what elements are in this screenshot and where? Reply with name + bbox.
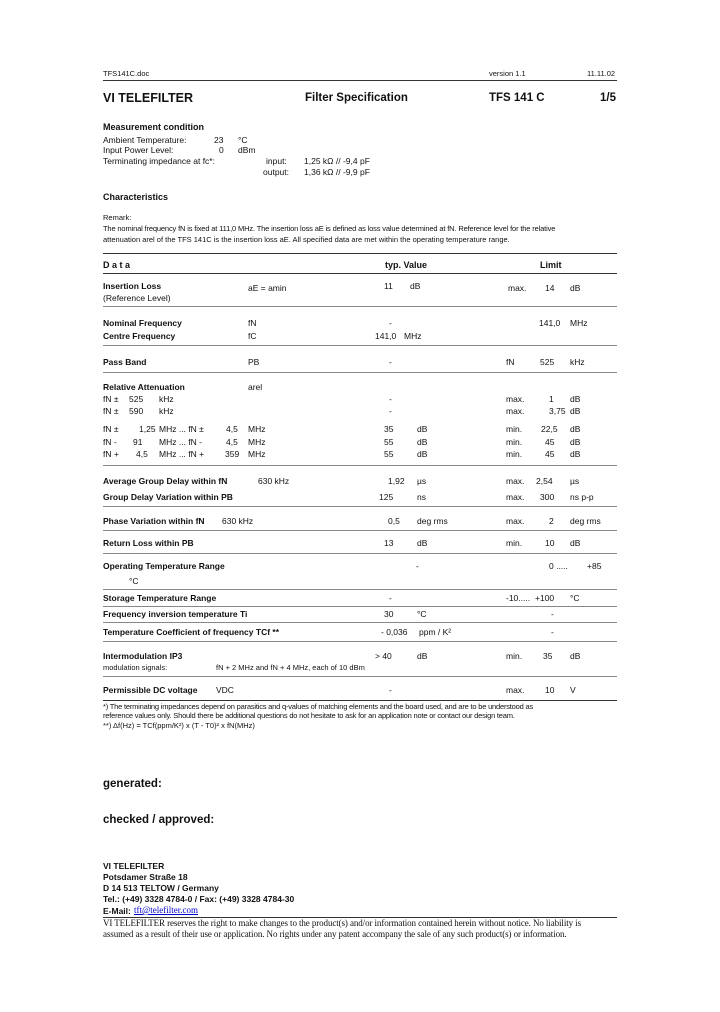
storage-temp-limit-min: -10..... — [506, 593, 531, 603]
ip3-sub-2: fN + 2 MHz and fN + 4 MHz, each of 10 dBm — [216, 663, 365, 672]
pass-band-cond: fN — [506, 357, 515, 367]
row-rule — [103, 506, 617, 507]
header-rule — [103, 80, 617, 81]
group-delay-variation-typ: 125 — [379, 492, 394, 502]
ra3-a: fN ± — [103, 424, 119, 434]
disclaimer-line-1: VI TELEFILTER reserves the right to make changes to the product(s) and/or information contained herein without notice. No liability is — [103, 918, 581, 928]
ra5-typ-unit: dB — [417, 449, 428, 459]
insertion-loss-limit: 14 — [545, 283, 555, 293]
nominal-frequency-typ: - — [389, 318, 392, 328]
dc-voltage-symbol: VDC — [216, 685, 234, 695]
checked-approved-label: checked / approved: — [103, 814, 215, 826]
ra2-cond: max. — [506, 406, 525, 416]
remark-line-1: The nominal frequency fN is fixed at 111,0 MHz. The insertion loss aE is defined as loss value determined at fN. Reference level for the relative — [103, 224, 556, 233]
ra1-c: kHz — [159, 394, 174, 404]
page-number: 1/5 — [600, 92, 616, 104]
dc-voltage-label: Permissible DC voltage — [103, 685, 198, 695]
storage-temp-limit-max: +100 — [535, 593, 555, 603]
ip3-typ-unit: dB — [417, 651, 428, 661]
phase-variation-symbol: 630 kHz — [222, 516, 254, 526]
ra1-b: 525 — [129, 394, 144, 404]
operating-temp-typ: - — [416, 561, 419, 571]
return-loss-cond: min. — [506, 538, 523, 548]
impedance-label: Terminating impedance at fc*: — [103, 156, 215, 166]
ra5-typ: 55 — [384, 449, 394, 459]
ra5-a: fN + — [103, 449, 119, 459]
characteristics-heading: Characteristics — [103, 192, 169, 202]
storage-temp-label: Storage Temperature Range — [103, 593, 217, 603]
ambient-label: Ambient Temperature: — [103, 135, 187, 145]
ra1-unit: dB — [570, 394, 581, 404]
row-rule — [103, 622, 617, 623]
operating-temp-label: Operating Temperature Range — [103, 561, 225, 571]
row-rule — [103, 306, 617, 307]
ip3-limit-unit: dB — [570, 651, 581, 661]
ambient-value: 23 — [214, 135, 224, 145]
ra3-d: 4,5 — [226, 424, 238, 434]
remark-line-2: attenuation arel of the TFS 141C is the insertion loss aE. All specified data are met within the operating temperature range. — [103, 235, 510, 244]
insertion-loss-limit-unit: dB — [570, 283, 581, 293]
pass-band-typ: - — [389, 357, 392, 367]
footer-company: VI TELEFILTER — [103, 861, 165, 871]
ra3-limit: 22,5 — [541, 424, 558, 434]
ra5-d: 359 — [225, 449, 240, 459]
generated-label: generated: — [103, 778, 162, 790]
avg-group-delay-typ-unit: µs — [417, 476, 427, 486]
avg-group-delay-symbol: 630 kHz — [258, 476, 290, 486]
footer-street: Potsdamer Straße 18 — [103, 872, 188, 882]
pass-band-limit-unit: kHz — [570, 357, 585, 367]
avg-group-delay-limit-unit: µs — [570, 476, 580, 486]
row-rule — [103, 641, 617, 642]
ra4-b: 91 — [133, 437, 143, 447]
ra3-cond: min. — [506, 424, 523, 434]
footnote-line-3: **) Δf(Hz) = TCf(ppm/K²) x (T - T0)² x fN(MHz) — [103, 721, 255, 730]
group-delay-variation-limit-unit: ns p-p — [570, 492, 594, 502]
output-label: output: — [263, 167, 289, 177]
ra3-typ-unit: dB — [417, 424, 428, 434]
ra3-typ: 35 — [384, 424, 394, 434]
ra4-c: MHz ... fN - — [159, 437, 202, 447]
row-rule — [103, 606, 617, 607]
dc-voltage-limit: 10 — [545, 685, 555, 695]
company-name: VI TELEFILTER — [103, 91, 194, 105]
ra4-unit: dB — [570, 437, 581, 447]
pass-band-symbol: PB — [248, 357, 260, 367]
dc-voltage-limit-unit: V — [570, 685, 576, 695]
avg-group-delay-label: Average Group Delay within fN — [103, 476, 228, 486]
power-label: Input Power Level: — [103, 145, 174, 155]
footnote-line-2: reference values only. Should there be additional questions do not hesitate to ask for an application note or contact our design team. — [103, 711, 515, 720]
ra1-a: fN ± — [103, 394, 119, 404]
row-rule — [103, 553, 617, 554]
version: version 1.1 — [489, 69, 526, 78]
table-top-rule — [103, 253, 617, 254]
phase-variation-cond: max. — [506, 516, 525, 526]
ra3-c: MHz ... fN ± — [159, 424, 204, 434]
return-loss-typ: 13 — [384, 538, 394, 548]
temp-coeff-label: Temperature Coefficient of frequency TCf ** — [103, 627, 280, 637]
row-rule — [103, 465, 617, 466]
insertion-loss-symbol: aE = amin — [248, 283, 287, 293]
ra3-e: MHz — [248, 424, 266, 434]
nominal-frequency-symbol: fN — [248, 318, 257, 328]
ra2-b: 590 — [129, 406, 144, 416]
return-loss-label: Return Loss within PB — [103, 538, 194, 548]
temp-coeff-typ-unit: ppm / K² — [419, 627, 452, 637]
inversion-temp-limit: - — [551, 609, 554, 619]
ra2-limit: 3,75 — [549, 406, 566, 416]
footnote-line-1: *) The terminating impedances depend on parasitics and q-values of matching elements and the board used, and are to be understood as — [103, 702, 534, 711]
relative-attenuation-symbol: arel — [248, 382, 263, 392]
ra4-typ-unit: dB — [417, 437, 428, 447]
measurement-heading: Measurement condition — [103, 122, 205, 132]
insertion-loss-typ: 11 — [384, 281, 393, 291]
ra4-d: 4,5 — [226, 437, 238, 447]
ip3-label: Intermodulation IP3 — [103, 651, 183, 661]
phase-variation-typ: 0,5 — [388, 516, 400, 526]
temp-coeff-typ: - 0,036 — [381, 627, 408, 637]
ra5-c: MHz ... fN + — [159, 449, 205, 459]
ip3-cond: min. — [506, 651, 523, 661]
power-unit: dBm — [238, 145, 256, 155]
input-label: input: — [266, 156, 287, 166]
avg-group-delay-cond: max. — [506, 476, 525, 486]
pass-band-limit: 525 — [540, 357, 555, 367]
output-value: 1,36 kΩ // -9,9 pF — [304, 167, 370, 177]
insertion-loss-sub: (Reference Level) — [103, 293, 171, 303]
power-value: 0 — [219, 145, 224, 155]
centre-frequency-typ-unit: MHz — [404, 331, 422, 341]
ra4-a: fN - — [103, 437, 117, 447]
ra5-cond: min. — [506, 449, 523, 459]
dc-voltage-cond: max. — [506, 685, 525, 695]
row-rule — [103, 589, 617, 590]
phase-variation-limit-unit: deg rms — [570, 516, 601, 526]
remark-label: Remark: — [103, 213, 132, 222]
centre-frequency-symbol: fC — [248, 331, 257, 341]
row-rule — [103, 530, 617, 531]
ra4-cond: min. — [506, 437, 523, 447]
ambient-unit: °C — [238, 135, 248, 145]
storage-temp-typ: - — [389, 593, 392, 603]
insertion-loss-cond: max. — [508, 283, 527, 293]
group-delay-variation-typ-unit: ns — [417, 492, 426, 502]
footer-email-label: E-Mail: — [103, 906, 131, 916]
ra2-typ: - — [389, 406, 392, 416]
ra5-b: 4,5 — [136, 449, 148, 459]
ra5-unit: dB — [570, 449, 581, 459]
part-number: TFS 141 C — [489, 92, 545, 104]
ra4-typ: 55 — [384, 437, 394, 447]
pass-band-label: Pass Band — [103, 357, 147, 367]
ra2-unit: dB — [570, 406, 581, 416]
table-header-rule — [103, 273, 617, 274]
ra2-a: fN ± — [103, 406, 119, 416]
disclaimer-line-2: assumed as a result of their use or application. No rights under any patent accompany the sale of any such product(s) or information. — [103, 929, 567, 939]
row-rule — [103, 372, 617, 373]
inversion-temp-label: Frequency inversion temperature Ti — [103, 609, 248, 619]
avg-group-delay-typ: 1,92 — [388, 476, 405, 486]
row-rule — [103, 345, 617, 346]
ra5-e: MHz — [248, 449, 266, 459]
footer-city: D 14 513 TELTOW / Germany — [103, 883, 219, 893]
phase-variation-limit: 2 — [549, 516, 554, 526]
group-delay-variation-label: Group Delay Variation within PB — [103, 492, 233, 502]
ra1-cond: max. — [506, 394, 525, 404]
avg-group-delay-limit: 2,54 — [536, 476, 553, 486]
col-header-data: D a t a — [103, 260, 131, 270]
inversion-temp-typ: 30 — [384, 609, 394, 619]
ra1-typ: - — [389, 394, 392, 404]
return-loss-limit-unit: dB — [570, 538, 581, 548]
group-delay-variation-cond: max. — [506, 492, 525, 502]
relative-attenuation-label: Relative Attenuation — [103, 382, 185, 392]
ra3-b: 1,25 — [139, 424, 156, 434]
nominal-frequency-limit-unit: MHz — [570, 318, 588, 328]
storage-temp-unit: °C — [570, 593, 580, 603]
file-name: TFS141C.doc — [103, 69, 150, 78]
ra3-unit: dB — [570, 424, 581, 434]
operating-temp-limit-max: +85 — [587, 561, 602, 571]
ra1-limit: 1 — [549, 394, 554, 404]
phase-variation-label: Phase Variation within fN — [103, 516, 205, 526]
table-bottom-rule — [103, 700, 617, 701]
phase-variation-typ-unit: deg rms — [417, 516, 448, 526]
row-rule — [103, 676, 617, 677]
operating-temp-limit-min: 0 ..... — [549, 561, 568, 571]
doc-title: Filter Specification — [305, 92, 408, 104]
dc-voltage-typ: - — [389, 685, 392, 695]
footer-phone: Tel.: (+49) 3328 4784-0 / Fax: (+49) 3328 4784-30 — [103, 894, 295, 904]
centre-frequency-label: Centre Frequency — [103, 331, 176, 341]
ra4-limit: 45 — [545, 437, 555, 447]
ip3-limit: 35 — [543, 651, 553, 661]
return-loss-limit: 10 — [545, 538, 555, 548]
col-header-limit: Limit — [540, 260, 562, 270]
footer-email-link[interactable]: tft@telefilter.com — [134, 905, 199, 915]
insertion-loss-typ-unit: dB — [410, 281, 421, 291]
temp-coeff-limit: - — [551, 627, 554, 637]
input-value: 1,25 kΩ // -9,4 pF — [304, 156, 370, 166]
header-date: 11.11.02 — [587, 69, 616, 78]
operating-temp-unit: °C — [129, 576, 139, 586]
ip3-sub: modulation signals: — [103, 663, 168, 672]
inversion-temp-typ-unit: °C — [417, 609, 427, 619]
ra5-limit: 45 — [545, 449, 555, 459]
ip3-typ: > 40 — [375, 651, 392, 661]
ra2-c: kHz — [159, 406, 174, 416]
return-loss-typ-unit: dB — [417, 538, 428, 548]
group-delay-variation-limit: 300 — [540, 492, 555, 502]
ra4-e: MHz — [248, 437, 266, 447]
insertion-loss-label: Insertion Loss — [103, 281, 162, 291]
nominal-frequency-label: Nominal Frequency — [103, 318, 182, 328]
centre-frequency-typ: 141,0 — [375, 331, 397, 341]
col-header-typ: typ. Value — [385, 260, 428, 270]
nominal-frequency-limit: 141,0 — [539, 318, 561, 328]
